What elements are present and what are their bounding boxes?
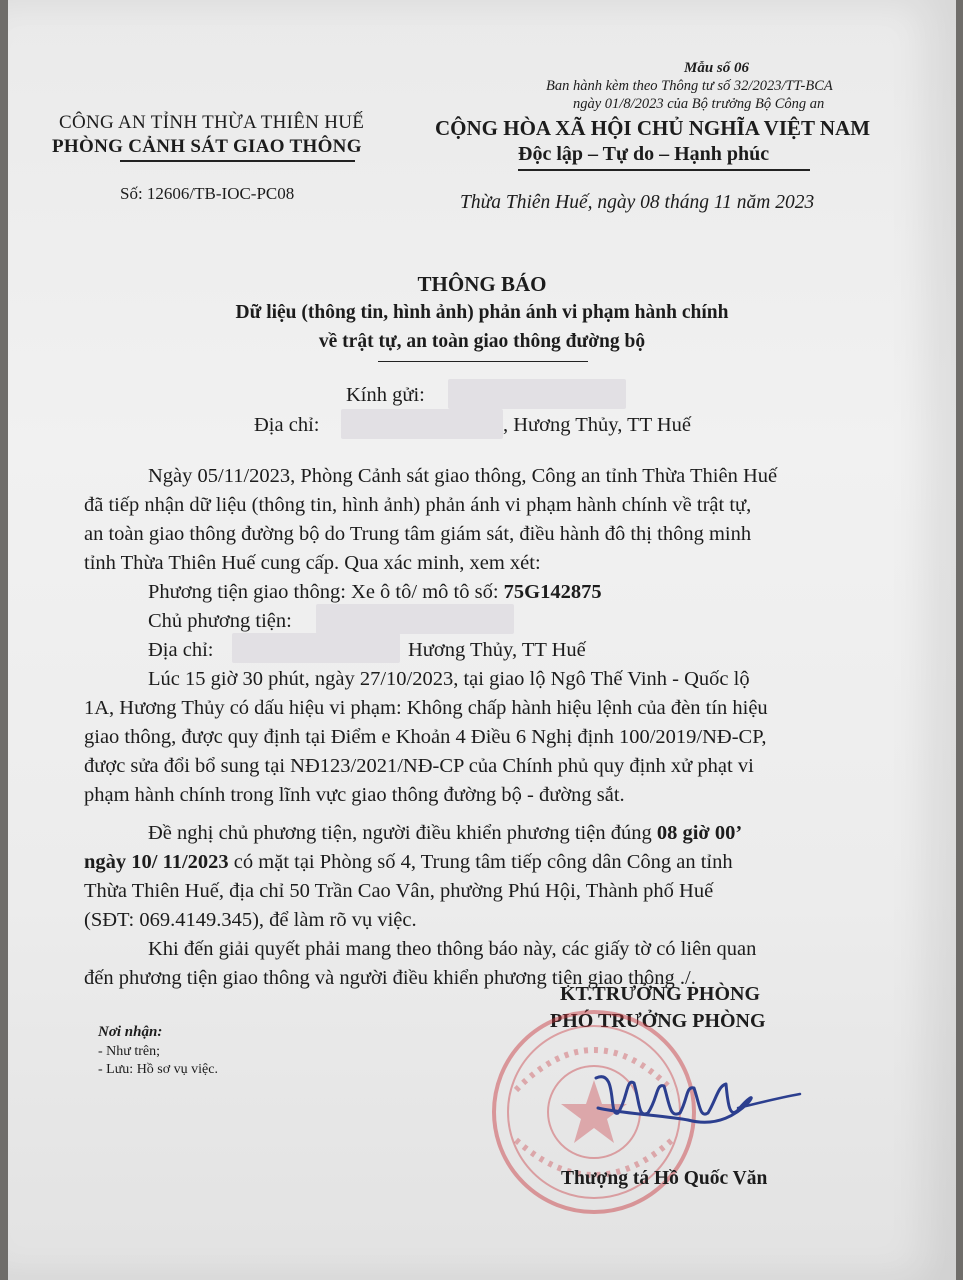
subtitle-underline xyxy=(378,361,588,362)
recipients-item-2: - Lưu: Hồ sơ vụ việc. xyxy=(98,1062,218,1077)
para4-line1: Khi đến giải quyết phải mang theo thông báo này, các giấy tờ có liên quan xyxy=(148,938,757,960)
para3-line3: Thừa Thiên Huế, địa chỉ 50 Trần Cao Vân, phường Phú Hội, Thành phố Huế xyxy=(84,880,714,902)
para2-line4: được sửa đổi bổ sung tại NĐ123/2021/NĐ-CP của Chính phủ quy định xử phạt vi xyxy=(84,755,754,777)
para2-line1: Lúc 15 giờ 30 phút, ngày 27/10/2023, tại giao lộ Ngô Thế Vinh - Quốc lộ xyxy=(148,668,750,690)
appointment-date: ngày 10/ 11/2023 xyxy=(84,851,229,873)
para1-line3: an toàn giao thông đường bộ do Trung tâm giám sát, điều hành đô thị thông minh xyxy=(84,523,752,545)
document-page xyxy=(8,0,956,1280)
para4-line2: đến phương tiện giao thông và người điều khiển phương tiện giao thông ./. xyxy=(84,967,696,989)
place-date: Thừa Thiên Huế, ngày 08 tháng 11 năm 2023 xyxy=(460,192,815,213)
form-number: Mẫu số 06 xyxy=(684,60,750,76)
recipient-address-suffix: , Hương Thủy, TT Huế xyxy=(503,414,692,436)
redacted-owner xyxy=(316,604,514,634)
form-issued-line1: Ban hành kèm theo Thông tư số 32/2023/TT-BCA xyxy=(546,78,833,94)
recipient-label: Kính gửi: xyxy=(346,384,425,406)
owner-address-suffix: Hương Thủy, TT Huế xyxy=(408,639,586,661)
agency-underline xyxy=(120,160,355,162)
sign-title-2: PHÓ TRƯỞNG PHÒNG xyxy=(550,1010,766,1032)
nation-motto: Độc lập – Tự do – Hạnh phúc xyxy=(518,143,770,165)
signature xyxy=(578,1058,808,1138)
sign-title-1: KT.TRƯỞNG PHÒNG xyxy=(560,983,760,1005)
document-subtitle-2: về trật tự, an toàn giao thông đường bộ xyxy=(318,331,646,352)
recipients-title: Nơi nhận: xyxy=(98,1024,163,1040)
redacted-owner-address xyxy=(232,633,400,663)
para3-line4: (SĐT: 069.4149.345), để làm rõ vụ việc. xyxy=(84,909,417,931)
agency-name: CÔNG AN TỈNH THỪA THIÊN HUẾ xyxy=(59,112,365,133)
agency-department: PHÒNG CẢNH SÁT GIAO THÔNG xyxy=(52,136,362,157)
para3-line2-text: có mặt tại Phòng số 4, Trung tâm tiếp công dân Công an tỉnh xyxy=(228,851,733,873)
recipient-address-label: Địa chỉ: xyxy=(254,414,320,436)
para2-line2: 1A, Hương Thủy có dấu hiệu vi phạm: Không chấp hành hiệu lệnh của đèn tín hiệu xyxy=(84,697,768,719)
motto-underline xyxy=(518,169,810,171)
para3-line2 xyxy=(84,851,733,874)
para2-line3: giao thông, được quy định tại Điểm e Khoản 4 Điều 6 Nghị định 100/2019/NĐ-CP, xyxy=(84,726,767,748)
owner-label: Chủ phương tiện: xyxy=(148,610,292,632)
vehicle-plate: 75G142875 xyxy=(503,581,602,603)
para1-line1: Ngày 05/11/2023, Phòng Cảnh sát giao thông, Công an tỉnh Thừa Thiên Huế xyxy=(148,465,778,487)
para1-line2: đã tiếp nhận dữ liệu (thông tin, hình ảnh) phản ánh vi phạm hành chính về trật tự, xyxy=(84,494,752,516)
para3-line1-text: Đề nghị chủ phương tiện, người điều khiển phương tiện đúng xyxy=(148,822,657,844)
para2-line5: phạm hành chính trong lĩnh vực giao thông đường bộ - đường sắt. xyxy=(84,784,625,806)
document-subtitle-1: Dữ liệu (thông tin, hình ảnh) phản ánh vi phạm hành chính xyxy=(235,302,729,323)
para1-line4: tỉnh Thừa Thiên Huế cung cấp. Qua xác minh, xem xét: xyxy=(84,552,541,574)
redacted-recipient xyxy=(448,379,626,409)
vehicle-label: Phương tiện giao thông: Xe ô tô/ mô tô số: xyxy=(148,581,504,603)
document-number: Số: 12606/TB-IOC-PC08 xyxy=(120,184,295,203)
redacted-address xyxy=(341,409,503,439)
vehicle-line xyxy=(148,581,602,604)
signer-name: Thượng tá Hồ Quốc Văn xyxy=(561,1168,768,1189)
document-title: THÔNG BÁO xyxy=(417,272,547,296)
form-issued-line2: ngày 01/8/2023 của Bộ trưởng Bộ Công an xyxy=(573,96,825,112)
owner-address-label: Địa chỉ: xyxy=(148,639,214,661)
recipients-item-1: - Như trên; xyxy=(98,1044,161,1059)
nation-name: CỘNG HÒA XÃ HỘI CHỦ NGHĨA VIỆT NAM xyxy=(435,116,871,140)
appointment-time: 08 giờ 00’ xyxy=(656,822,743,844)
para3-line1 xyxy=(148,822,742,845)
